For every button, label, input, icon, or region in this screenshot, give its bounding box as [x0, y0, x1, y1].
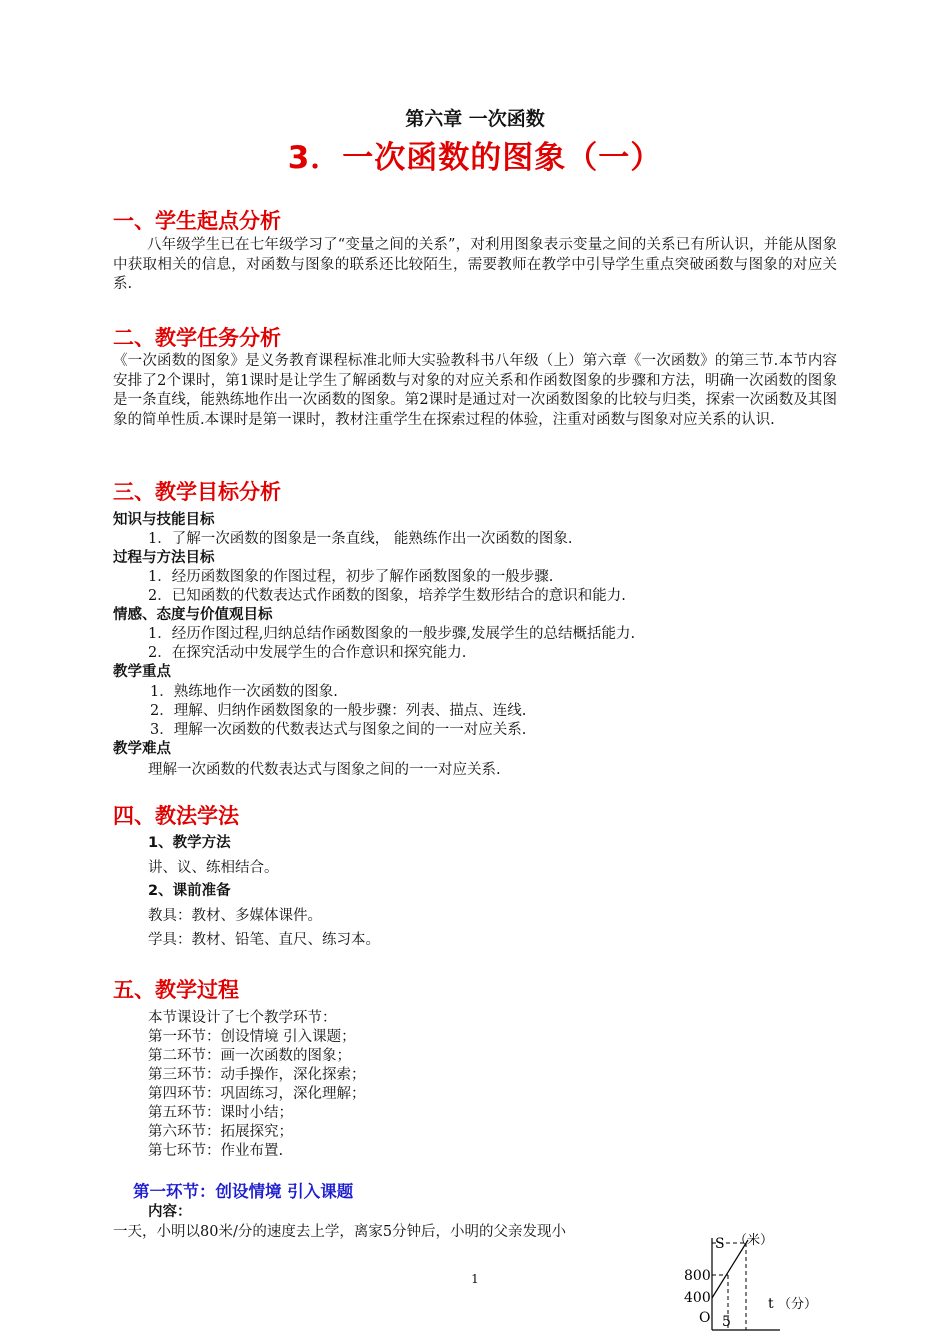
process-goal-item: 2．已知函数的代数表达式作函数的图象，培养学生数形结合的意识和能力.	[148, 588, 626, 604]
tick-label-400: 400	[684, 1290, 711, 1306]
process-step: 第三环节：动手操作，深化探索；	[148, 1067, 366, 1083]
emotion-goal-label: 情感、态度与价值观目标	[113, 607, 273, 623]
preparation-label: 2、课前准备	[148, 883, 231, 899]
distance-time-graph	[682, 1228, 832, 1344]
student-tools: 学具：教材、铅笔、直尺、练习本。	[148, 932, 380, 948]
key-point-item: 1．熟练地作一次函数的图象.	[150, 684, 338, 700]
emotion-goal-item: 2．在探究活动中发展学生的合作意识和探究能力.	[148, 645, 467, 661]
page-number: 1	[471, 1272, 479, 1286]
difficulty-label: 教学难点	[113, 741, 171, 757]
key-point-item: 3．理解一次函数的代数表达式与图象之间的一一对应关系.	[150, 722, 527, 738]
section-heading-3: 三、教学目标分析	[113, 480, 281, 504]
process-step: 第五环节：课时小结；	[148, 1105, 293, 1121]
section-2-paragraph: 《一次函数的图象》是义务教育课程标准北师大实验教科书八年级（上）第六章《一次函数》的第三节.本节内容安排了2个课时，第1课时是让学生了解函数与对象的对应关系和作函数图象的步骤和方法，明确一次函数的图象是一条直线，能熟练地作出一次函数的图象。第2课时是通过对一次函数图象的比较与归类，探索一次函数及其图象的简单性质.本课时是第一课时，教材注重学生在探索过程的体验，注重对函数与图象对应关系的认识.	[113, 353, 837, 428]
content-label: 内容：	[148, 1204, 192, 1220]
teaching-method-text: 讲、议、练相结合。	[148, 860, 279, 876]
process-step: 第七环节：作业布置.	[148, 1143, 284, 1159]
origin-label: O	[699, 1310, 711, 1326]
section-1-paragraph: 八年级学生已在七年级学习了“变量之间的关系”，对利用图象表示变量之间的关系已有所认识，并能从图象中获取相关的信息，对函数与图象的联系还比较陌生，需要教师在教学中引导学生重点突破函数与图象的对应关系.	[113, 237, 837, 292]
knowledge-goal-item: 1．了解一次函数的图象是一条直线， 能熟练作出一次函数的图象.	[148, 531, 573, 547]
section-heading-4: 四、教法学法	[113, 804, 239, 828]
teaching-method-label: 1、教学方法	[148, 835, 231, 851]
process-intro: 本节课设计了七个教学环节：	[148, 1010, 337, 1026]
teacher-tools: 教具：教材、多媒体课件。	[148, 908, 322, 924]
key-points-label: 教学重点	[113, 664, 171, 680]
process-step: 第一环节：创设情境 引入课题；	[148, 1029, 356, 1045]
tick-label-5: 5	[722, 1314, 731, 1330]
y-axis-unit: （米）	[734, 1233, 774, 1248]
lesson-title: 3．一次函数的图象（一）	[287, 140, 663, 176]
section-heading-2: 二、教学任务分析	[113, 326, 281, 350]
tick-label-800: 800	[684, 1268, 711, 1284]
y-axis-label: S	[715, 1236, 725, 1252]
section-heading-1: 一、学生起点分析	[113, 209, 281, 233]
process-goal-label: 过程与方法目标	[113, 550, 215, 566]
key-point-item: 2．理解、归纳作函数图象的一般步骤：列表、描点、连线.	[150, 703, 527, 719]
process-step: 第二环节：画一次函数的图象；	[148, 1048, 351, 1064]
process-step: 第六环节：拓展探究；	[148, 1124, 293, 1140]
step-1-heading: 第一环节：创设情境 引入课题	[133, 1182, 354, 1201]
process-step: 第四环节：巩固练习，深化理解；	[148, 1086, 366, 1102]
emotion-goal-item: 1．经历作图过程,归纳总结作函数图象的一般步骤,发展学生的总结概括能力.	[148, 626, 636, 642]
section-heading-5: 五、教学过程	[113, 978, 239, 1002]
x-axis-label: t	[768, 1296, 774, 1312]
chapter-heading: 第六章 一次函数	[405, 108, 545, 130]
difficulty-item: 理解一次函数的代数表达式与图象之间的一一对应关系.	[148, 762, 501, 778]
x-axis-unit: （分）	[778, 1297, 818, 1312]
process-goal-item: 1．经历函数图象的作图过程，初步了解作函数图象的一般步骤.	[148, 569, 554, 585]
content-text: 一天，小明以80米/分的速度去上学，离家5分钟后，小明的父亲发现小	[113, 1224, 567, 1240]
knowledge-goal-label: 知识与技能目标	[113, 512, 215, 528]
